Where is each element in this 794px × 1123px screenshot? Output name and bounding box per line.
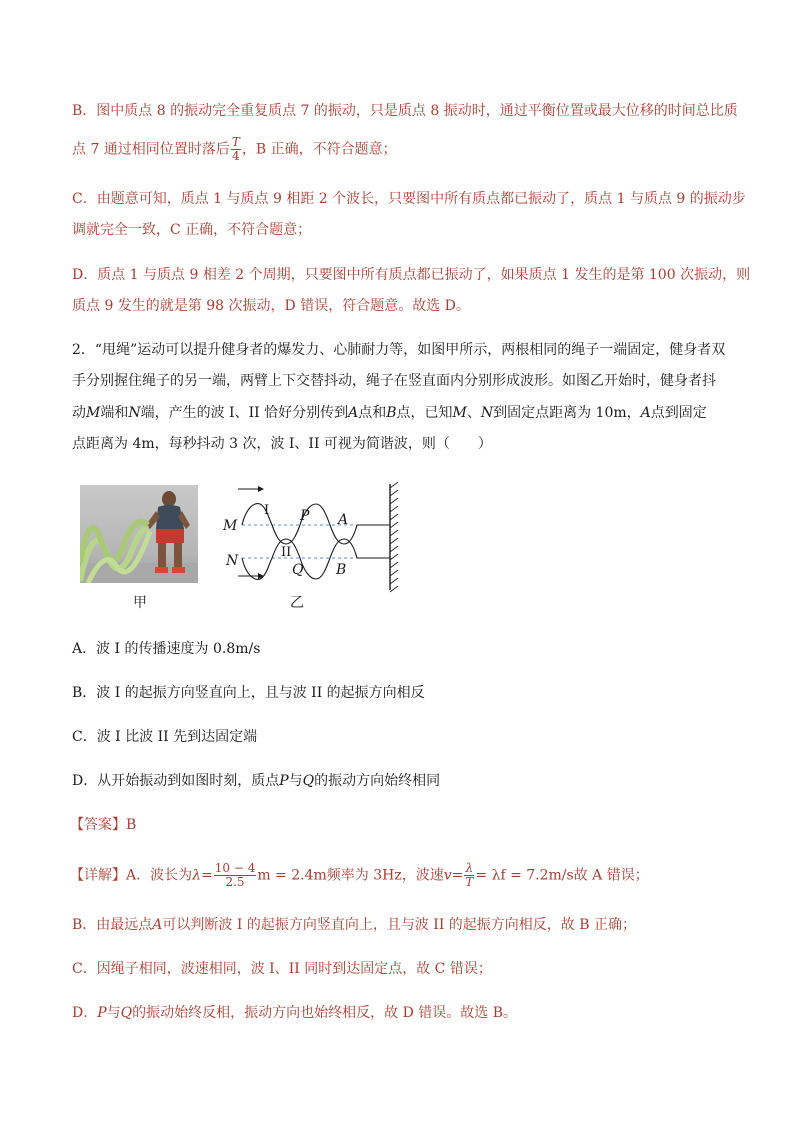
text-segment: 与 <box>106 1005 121 1021</box>
var-b: B <box>386 405 397 421</box>
text-segment: 点和 <box>358 405 387 421</box>
text-segment: 端，产生的波 I、II 恰好分别传到 <box>140 405 349 421</box>
text-segment: A．波长为 <box>126 867 193 884</box>
arrow-right-icon <box>238 486 264 492</box>
label-a: A <box>338 512 349 528</box>
text-segment: 的振动方向始终相同 <box>314 773 441 789</box>
explanation-b-line <box>72 915 636 935</box>
battle-ropes-illustration <box>80 485 198 583</box>
text-segment: 点到固定 <box>650 405 707 421</box>
var-p: P <box>97 1005 107 1021</box>
var-q: Q <box>120 1005 133 1021</box>
explanation-c-line: C．因绳子相同，波速相同，波 I、II 同时到达固定点，故 C 错误； <box>72 961 492 977</box>
question-line-1: 2．“甩绳”运动可以提升健身者的爆发力、心肺耐力等，如图甲所示，两根相同的绳子一端固定，健身者双 <box>72 342 726 358</box>
prev-explanation-c-line1: C．由题意可知，质点 1 与质点 9 相距 2 个波长，只要图中所有质点都已振动了，质点 1 与质点 9 的振动步 <box>72 191 746 207</box>
text-segment: = <box>201 867 213 884</box>
var-m: M <box>86 405 101 421</box>
text-segment: m = 2.4m频率为 3Hz，波速 <box>257 867 444 884</box>
question-line-2: 手分别握住绳子的另一端，两臂上下交替抖动，绳子在竖直面内分别形成波形。如图乙开始时，健身者抖 <box>72 373 716 389</box>
label-q: Q <box>292 562 304 578</box>
text-segment: 、 <box>466 405 481 421</box>
var-a: A <box>640 405 651 421</box>
fraction-wavelength <box>214 862 257 889</box>
text-segment: 的振动始终反相，振动方向也始终相反，故 D 错误。故选 B。 <box>132 1005 518 1021</box>
text-segment: = <box>451 867 464 884</box>
var-a: A <box>348 405 359 421</box>
var-q: Q <box>302 773 315 789</box>
prev-explanation-b-line1: B．图中质点 8 的振动完全重复质点 7 的振动，只是质点 8 振动时，通过平衡位置或最大位移的时间总比质 <box>72 103 738 119</box>
var-a: A <box>152 917 163 933</box>
text-segment: 到固定点距离为 10m， <box>493 405 641 421</box>
text-segment: 点，已知 <box>396 405 453 421</box>
question-line-3 <box>72 403 707 423</box>
prev-explanation-d-line2: 质点 9 发生的就是第 98 次振动，D 错误，符合题意。故选 D。 <box>72 298 470 314</box>
explanation-d-line <box>72 1003 517 1023</box>
var-n: N <box>128 405 141 421</box>
text-segment: 端和 <box>100 405 129 421</box>
fraction-numerator: T <box>231 135 240 149</box>
option-d <box>72 771 440 791</box>
figure-label-yi: 乙 <box>290 595 304 611</box>
label-n: N <box>226 553 239 569</box>
label-wave-ii: II <box>281 545 292 560</box>
option-a: A．波 I 的传播速度为 0.8m/s <box>72 641 261 657</box>
fraction-t-over-4 <box>231 136 241 163</box>
prev-explanation-b-line2 <box>72 136 397 163</box>
prev-explanation-d-line1: D．质点 1 与质点 9 相差 2 个周期，只要图中所有质点都已振动了，如果质点 1 发生的是第 100 次振动，则 <box>72 267 751 283</box>
fixed-wall <box>390 482 398 592</box>
var-n: N <box>480 405 494 421</box>
answer-line <box>70 815 136 835</box>
explanation-a-line <box>70 862 649 889</box>
var-v: v <box>443 867 452 884</box>
var-m: M <box>452 405 467 421</box>
answer-label: 【答案】 <box>70 817 126 833</box>
option-c: C．波 I 比波 II 先到达固定端 <box>72 729 258 745</box>
text-segment: 与 <box>288 773 303 789</box>
fraction-denominator: T <box>465 875 474 889</box>
text-segment: 动 <box>72 405 86 421</box>
fraction-denominator: 2.5 <box>225 875 245 889</box>
text-segment: 可以判断波 I 的起振方向竖直向上，且与波 II 的起振方向相反，故 B 正确； <box>162 917 637 933</box>
text-segment: 点 7 通过相同位置时落后 <box>72 141 230 158</box>
fraction-denominator: 4 <box>232 149 240 163</box>
explanation-label: 【详解】 <box>70 867 126 884</box>
text-segment: B．由最远点 <box>72 917 153 933</box>
text-segment: D． <box>72 1005 98 1021</box>
option-b: B．波 I 的起振方向竖直向上，且与波 II 的起振方向相反 <box>72 685 425 701</box>
answer-value: B <box>126 817 137 833</box>
question-line-4: 点距离为 4m，每秒抖动 3 次，波 I、II 可视为简谐波，则（ ） <box>72 436 492 452</box>
prev-explanation-c-line2: 调就完全一致，C 正确，不符合题意； <box>72 222 312 238</box>
fraction-numerator: 10 − 4 <box>214 861 256 875</box>
figure-label-jia: 甲 <box>133 595 147 611</box>
fraction-lambda-over-t <box>464 862 474 889</box>
var-p: P <box>279 773 289 789</box>
text-segment: = λf = 7.2m/s故 A 错误； <box>475 867 649 884</box>
wave-diagram <box>220 482 410 594</box>
var-lambda: λ <box>192 867 201 884</box>
label-wave-i: I <box>264 503 270 518</box>
fraction-numerator: λ <box>465 861 474 875</box>
photo-battle-ropes <box>80 485 198 583</box>
label-p: P <box>300 508 310 524</box>
label-b: B <box>336 562 347 578</box>
text-segment: D．从开始振动到如图时刻，质点 <box>72 773 280 789</box>
label-m: M <box>223 518 238 534</box>
text-segment: ，B 正确，不符合题意； <box>241 141 397 158</box>
